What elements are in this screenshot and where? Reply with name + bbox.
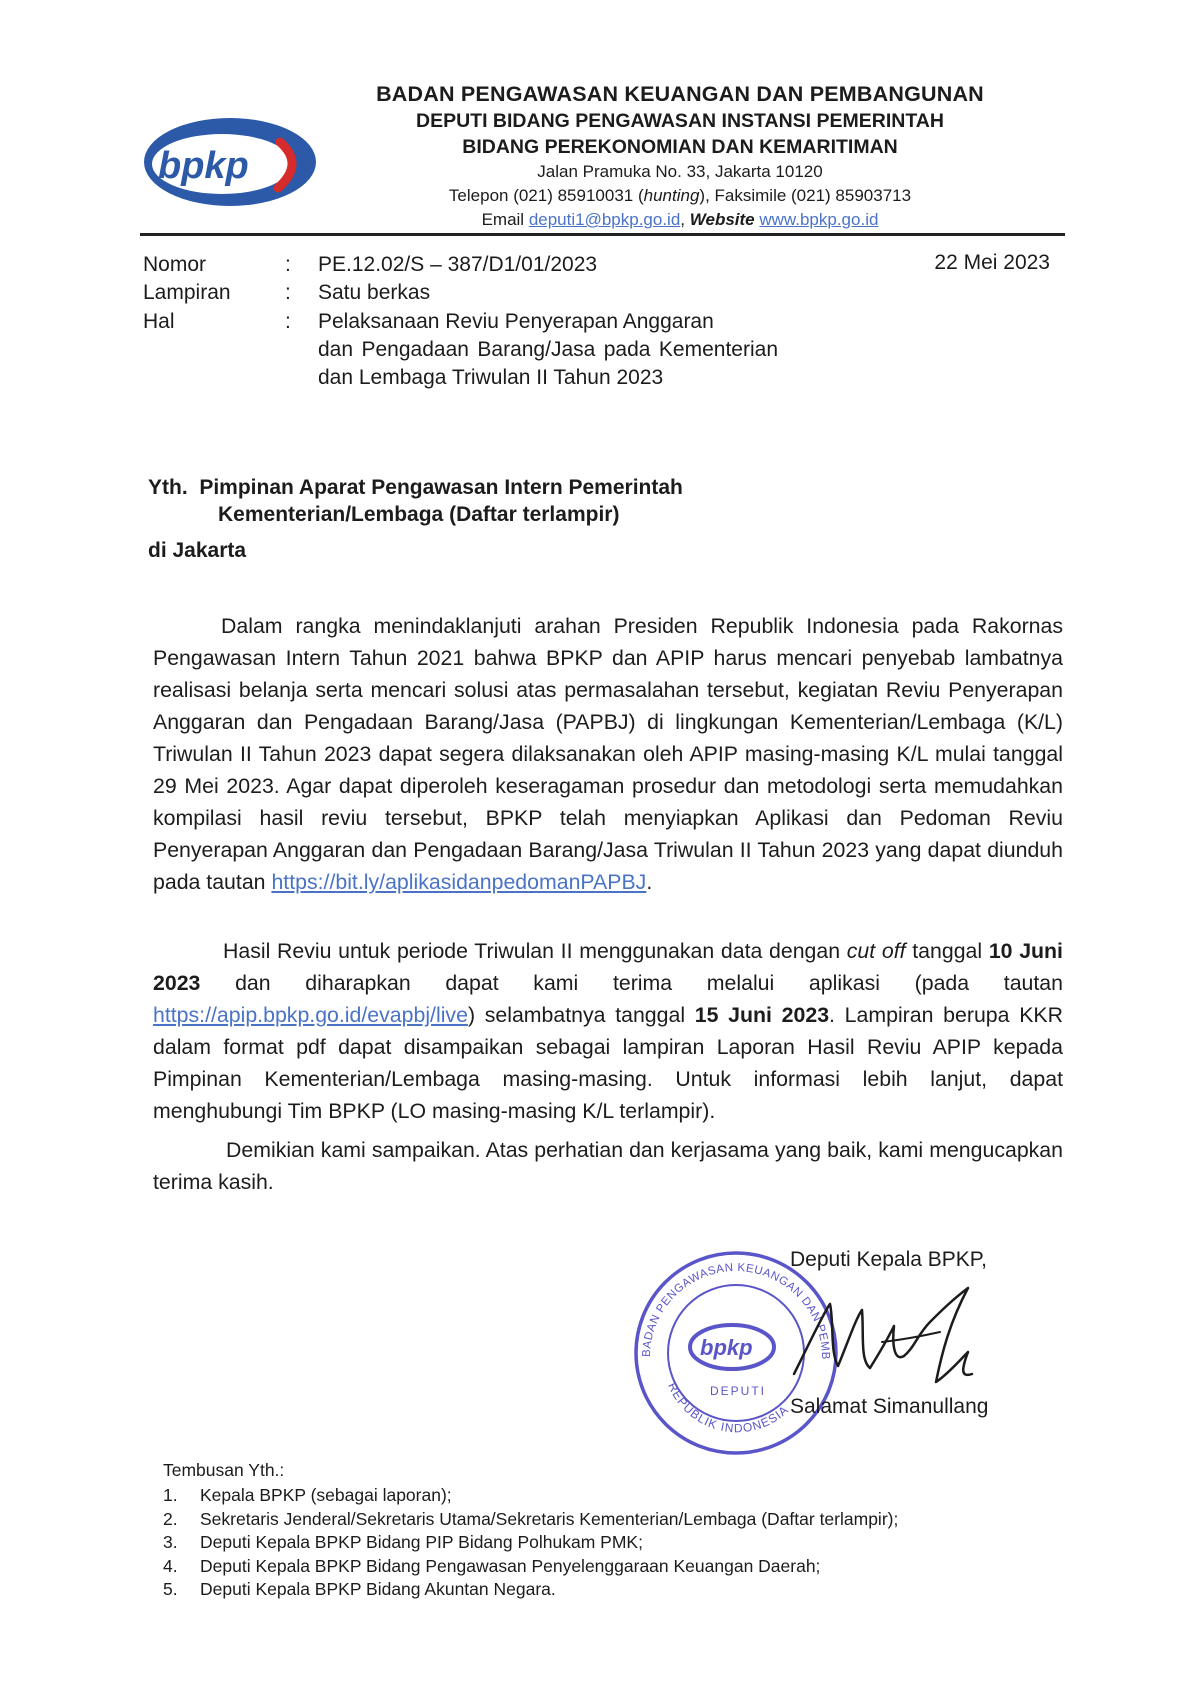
nomor-label: Nomor	[143, 253, 207, 276]
logo-text: bpkp	[158, 145, 249, 187]
svg-text:DEPUTI: DEPUTI	[710, 1384, 767, 1398]
addressee-line2: Kementerian/Lembaga (Daftar terlampir)	[218, 503, 620, 526]
evapbj-link[interactable]: https://apip.bpkp.go.id/evapbj/live	[153, 1003, 468, 1027]
addressee: Yth. Pimpinan Aparat Pengawasan Intern Pemerintah	[148, 476, 683, 499]
letterhead-division: BIDANG PEREKONOMIAN DAN KEMARITIMAN	[462, 136, 898, 158]
body-paragraph-3: Demikian kami sampaikan. Atas perhatian dan kerjasama yang baik, kami mengucapkan terima kasih.	[153, 1138, 1063, 1194]
svg-text:REPUBLIK INDONESIA: REPUBLIK INDONESIA	[665, 1380, 792, 1436]
svg-text:bpkp: bpkp	[700, 1335, 753, 1360]
list-item: 1. Kepala BPKP (sebagai laporan);	[163, 1485, 452, 1505]
svg-text:BADAN PENGAWASAN KEUANGAN DAN: BADAN PENGAWASAN KEUANGAN DAN PEMB	[640, 1261, 832, 1360]
addressee-location: di Jakarta	[148, 539, 247, 562]
signatory-title: Deputi Kepala BPKP,	[790, 1248, 987, 1271]
list-item: 4. Deputi Kepala BPKP Bidang Pengawasan Penyelenggaraan Keuangan Daerah;	[163, 1555, 821, 1576]
letterhead-rule	[140, 233, 1065, 236]
hal-value: Pelaksanaan Reviu Penyerapan Anggaran dan Pengadaan Barang/Jasa pada Kementerian dan Lembaga Triwulan II Tahun 2023	[318, 310, 778, 389]
body-paragraph-2: Hasil Reviu untuk periode Triwulan II menggunakan data dengan cut off tanggal 10 Juni 2023 dan diharapkan dapat kami terima melalui aplikasi (pada tautan https://apip.bpkp.go.id/evapbj/live) selambatnya tanggal 15 Juni 2023. Lampiran berupa KKR dalam format pdf dapat disampaikan sebagai lampiran Laporan Hasil Reviu APIP kepada Pimpinan Kementerian/Lembaga masing-masing. Untuk informasi lebih lanjut, dapat menghubungi Tim BPKP (LO masing-masing K/L terlampir).	[153, 939, 1063, 1123]
body-paragraph-1: Dalam rangka menindaklanjuti arahan Presiden Republik Indonesia pada Rakornas Pengawasan Intern Tahun 2021 bahwa BPKP dan APIP harus mencari penyebab lambatnya realisasi belanja serta mencari solusi atas permasalahan tersebut, kegiatan Reviu Penyerapan Anggaran dan Pengadaan Barang/Jasa (PAPBJ) di lingkungan Kementerian/Lembaga (K/L) Triwulan II Tahun 2023 dapat segera dilaksanakan oleh APIP masing-masing K/L mulai tanggal 29 Mei 2023. Agar dapat diperoleh keseragaman prosedur dan metodologi serta memudahkan kompilasi hasil reviu tersebut, BPKP telah menyiapkan Aplikasi dan Pedoman Reviu Penyerapan Anggaran dan Pengadaan Barang/Jasa Triwulan II Tahun 2023 yang dapat diunduh pada tautan https://bit.ly/aplikasidanpedomanPAPBJ.	[153, 614, 1063, 894]
papbj-link[interactable]: https://bit.ly/aplikasidanpedomanPAPBJ	[271, 870, 647, 894]
letter-date: 22 Mei 2023	[934, 251, 1050, 274]
letterhead-contact: Email deputi1@bpkp.go.id, Website www.bpkp.go.id	[481, 210, 879, 229]
letterhead-agency: BADAN PENGAWASAN KEUANGAN DAN PEMBANGUNAN	[376, 82, 984, 106]
list-item: 2. Sekretaris Jenderal/Sekretaris Utama/Sekretaris Kementerian/Lembaga (Daftar terlampir);	[163, 1508, 899, 1529]
email-link[interactable]: deputi1@bpkp.go.id	[528, 210, 681, 229]
tembusan-list	[163, 1484, 898, 1602]
nomor-colon: :	[285, 253, 291, 276]
lampiran-value: Satu berkas	[318, 281, 431, 304]
list-item: 5. Deputi Kepala BPKP Bidang Akuntan Negara.	[163, 1579, 556, 1599]
hal-colon: :	[285, 310, 291, 333]
website-link[interactable]: www.bpkp.go.id	[759, 210, 879, 229]
handwritten-signature	[790, 1282, 1000, 1402]
signatory-name: Salamat Simanullang	[790, 1395, 989, 1418]
list-item: 3. Deputi Kepala BPKP Bidang PIP Bidang Polhukam PMK;	[163, 1532, 643, 1552]
letterhead-deputy: DEPUTI BIDANG PENGAWASAN INSTANSI PEMERINTAH	[416, 110, 944, 132]
hal-label: Hal	[143, 310, 175, 333]
letterhead-phone: Telepon (021) 85910031 (hunting), Faksimile (021) 85903713	[448, 186, 912, 205]
lampiran-colon: :	[285, 281, 291, 304]
letterhead-address: Jalan Pramuka No. 33, Jakarta 10120	[537, 162, 823, 181]
nomor-value: PE.12.02/S – 387/D1/01/2023	[318, 253, 598, 276]
lampiran-label: Lampiran	[143, 281, 231, 304]
tembusan-title: Tembusan Yth.:	[163, 1460, 285, 1480]
